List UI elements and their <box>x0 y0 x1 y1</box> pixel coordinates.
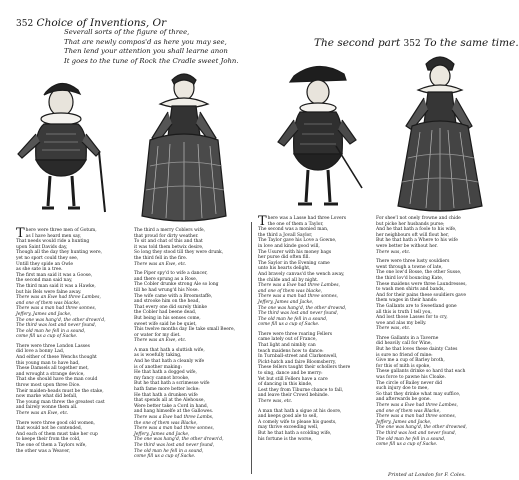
verse-line: The one low'd Bosse, the other Susse, <box>376 270 462 276</box>
verse-line: the one of them was Blacke, <box>134 420 198 426</box>
verse-line: The third man said it was a Hawke, <box>16 283 96 289</box>
verse-line: come fill us a cup of Sacke. <box>258 322 320 328</box>
verse-line: But he that hath a scolding wife, <box>258 430 332 436</box>
verse-line: and one of them was blacke, <box>16 300 81 306</box>
verse-line: to keepe their from the cold, <box>16 437 81 443</box>
verse-line: The one was hang'd, the other drowned, <box>376 425 467 431</box>
verse-line: And bravely canvas'd the wench away, <box>258 271 345 277</box>
verse-line: was force to pawne his Cloake. <box>376 375 446 381</box>
intro-line: Then lend your attention you shall learne anon <box>64 47 228 56</box>
verse-line: And lost those Lasses for to cry, <box>376 315 448 321</box>
left-title-text: Choice of Inventions, Or <box>36 17 167 29</box>
verse-column-3 <box>258 216 372 468</box>
verse-column-1 <box>16 228 128 474</box>
drop-cap: T <box>16 226 25 241</box>
verse-line: Give me a cup of Barley broth, <box>376 358 445 364</box>
verse-line: The third was lost and never found, <box>134 442 215 448</box>
verse-line: The third was lost and never found, <box>258 311 339 317</box>
verse-line: And each of them must take her cup <box>16 431 98 437</box>
verse-line: and keeps good ale to sell, <box>258 414 318 420</box>
verse-line: Their maiden-heads must be the stake, <box>16 388 104 394</box>
verse-line: This twelve months day Ile take small Beere, <box>134 327 235 333</box>
verse-line: Lest they from Tiburne chance to fall, <box>258 387 344 393</box>
verse-line: There was an Ewe, etc. <box>16 411 69 416</box>
verse-line: The old man he fell in a sound, <box>16 328 86 334</box>
verse-line: There was a man had three sonnes, <box>16 306 97 312</box>
verse-line: or water for my diet. <box>134 332 181 338</box>
verse-line: Though all the day they hunting were, <box>16 250 103 256</box>
verse-line: but his Bels were falne away. <box>16 289 82 295</box>
verse-line: The third was lost and never found, <box>16 323 97 329</box>
verse-line: the Cobler had beene dead, <box>134 310 197 316</box>
verse-line: He that hath a dogged wife, <box>134 370 197 376</box>
woodcut-man-with-hat-and-sword <box>266 58 370 218</box>
verse-line: So that they drinke what may suffice, <box>376 391 461 397</box>
intro-line: That are newly compos'd as here you may see, <box>64 37 227 46</box>
verse-line: There was an Ewe, etc. <box>134 338 187 344</box>
verse-line: And either of these Wenchs thought <box>16 355 97 361</box>
verse-line: There was a man had three sonnes, <box>134 426 215 432</box>
verse-line: come fill us a cup of Sacke. <box>16 334 78 340</box>
verse-line: hath fame more better locke: <box>134 387 200 393</box>
woodcut-woman-in-gown <box>386 50 494 216</box>
verse-line: Pickt-hatch and faire Bloomsberry, <box>258 359 337 365</box>
verse-line: But he that hath a Where to his wife <box>376 238 458 244</box>
verse-line: The Gallants are to Sweetland gone <box>376 303 457 309</box>
verse-line: to sing, dance and be merry: <box>258 371 323 377</box>
verse-line: There was a Ewe had three Lambes, <box>258 283 340 289</box>
verse-line: and leave their Crowd behinde. <box>258 393 329 399</box>
verse-column-4 <box>376 216 498 468</box>
verse-line: Jeffery, James and Jacke, <box>16 311 72 317</box>
verse-line: The young man threw the greatest cast <box>16 399 105 405</box>
verse-line: come fill us a cup of Sacke. <box>134 454 196 460</box>
verse-line: the second man said nay, <box>16 278 73 284</box>
center-divider <box>251 222 252 474</box>
verse-line: as she sate in a tree. <box>16 267 63 273</box>
verse-line: That every one did surely thinke <box>134 304 207 310</box>
verse-line: woe and alas my belly. <box>376 320 427 326</box>
verse-line: For shee'l not onely frowne and chide <box>376 216 461 221</box>
verse-line: The third a merry Coblers wife, <box>134 228 205 233</box>
verse-line: it was told them betwix desire, <box>134 244 204 250</box>
verse-line: The first man said it was a Goose, <box>16 272 93 278</box>
verse-line: The Cobler drunke strong Ale so long <box>134 282 219 288</box>
verse-line: and afterwards be gone. <box>376 397 431 403</box>
verse-line: went through a towne of late, <box>376 264 443 270</box>
verse-line: and strooke him on the head, <box>134 299 200 305</box>
verse-line: is sure no friend of mine: <box>376 352 433 358</box>
verse-line: But he that loves these dainty Cates <box>376 347 458 353</box>
verse-line: There were three good old women, <box>16 420 95 426</box>
verse-line: all this is truth I tell you, <box>376 309 432 315</box>
verse-line: Jeffery, James and Jacke, <box>134 431 190 437</box>
verse-line: But being in his senses come, <box>134 315 201 321</box>
verse-line: the childe and all by night. <box>258 277 319 283</box>
verse-line: The old man he fell in a sound, <box>134 448 204 454</box>
verse-line: There were three roaring Fellers <box>258 331 333 337</box>
woodcut-man-with-ruff-and-stick <box>6 72 116 220</box>
verse-line: come fill us a cup of Sacke. <box>376 442 438 448</box>
right-title <box>314 37 519 49</box>
verse-line: That light and nimbly can <box>258 343 316 349</box>
verse-line: That needs would ride a hunting <box>16 239 90 245</box>
verse-line-text: here was a Lasse had three Lovers <box>267 216 347 221</box>
verse-line: Jeffery, James and Jacke, <box>258 299 314 305</box>
verse-line: He that hath a drunken wife <box>134 392 198 398</box>
verse-line: There was a Ewe had three Lambs, <box>134 415 214 420</box>
verse-line: In Turnball-street and Clarkenwell, <box>258 354 338 360</box>
verse-line: upon Saint Davids day, <box>16 244 68 250</box>
intro-line: Severall sorts of the figure of three, <box>64 28 190 36</box>
verse-line: that would not be contended, <box>16 426 83 432</box>
right-title-prefix: The second part <box>314 37 401 49</box>
verse-line: my fancy cannot brooke, <box>134 375 190 381</box>
verse-line: There were three lusty souldiers <box>376 259 450 265</box>
verse-line: A man that hath a sluttish wife, <box>134 347 205 353</box>
verse-line: in love and kinde good will, <box>258 243 320 249</box>
woodcut-woman-in-farthingale <box>128 66 240 226</box>
verse-line: the other was a Weaver, <box>16 448 70 454</box>
verse-line: These Damsels all together met, <box>16 366 89 372</box>
verse-line: The one of them a Taylors wife, <box>16 442 87 448</box>
verse-line: and hang himselfe at the Gallowes. <box>134 409 214 415</box>
verse-line: did love a bonny Lad, <box>16 349 65 355</box>
printer-imprint: Printed at London for F. Coles. <box>388 472 466 478</box>
verse-line: There was, etc. <box>376 326 411 332</box>
verse-line: Jeffery, James and Jacke, <box>376 419 432 425</box>
drop-cap: T <box>258 214 267 229</box>
verse-line: the third fell in the fire. <box>134 255 188 261</box>
verse-line: A comely wife to please his guests, <box>258 419 337 425</box>
verse-line: such injury doe to mee, <box>376 386 429 392</box>
verse-line: the third lov'd bouncing Kate, <box>376 275 444 281</box>
verse-line: The one was hang'd, the other drown'd, <box>16 317 106 323</box>
verse-line: of dancing in this kinde, <box>258 382 313 388</box>
verse-line-text: here were three men of Gotum, <box>25 228 97 233</box>
verse-line: and wrought a strange device, <box>16 371 85 377</box>
verse-line: A man that hath a sigue at his doore, <box>258 408 342 414</box>
verse-line: There was, etc. <box>258 399 293 404</box>
verse-line: These fellers taught their schollers there <box>258 365 351 371</box>
right-title-suffix: To the same time. <box>424 37 519 49</box>
verse-line: her neighbours oft will flout her, <box>376 232 449 238</box>
verse-line: Untill they spide an Owle <box>16 261 74 267</box>
verse-line: There was an Ewe, etc. <box>134 261 187 267</box>
verse-line: There was an Ewe had three Lambes, <box>16 295 101 301</box>
verse-line: And he that hath a cleanly wife <box>134 359 205 365</box>
left-page-number: 352 <box>16 19 34 29</box>
verse-line: The old man he fell in a sound, <box>376 436 446 442</box>
verse-line: for this of mith is spoke, <box>376 363 431 369</box>
verse-line: teach maidens how to dance: <box>258 348 324 354</box>
verse-line: this young man to have had, <box>16 360 80 366</box>
verse-line: But he that hath a scrimesse wife <box>134 381 210 387</box>
verse-line: and one of them was blacke, <box>258 288 323 294</box>
verse-line: So long they stood till they were drunk, <box>134 250 224 256</box>
verse-line: them wages in their hands: <box>376 298 438 304</box>
verse-line: and one of them was Blacke, <box>376 408 441 414</box>
verse-line: that proud for dirty weather. <box>134 233 199 239</box>
verse-line: did heavily call for Wine, <box>376 341 432 347</box>
verse-line: And for their pains these souldiers gave <box>376 292 466 298</box>
verse-line: The second was a monied man, <box>258 227 329 233</box>
verse-line: yet no sport could they see, <box>16 255 79 261</box>
verse-line: These maidens were three Laundresses, <box>376 281 467 287</box>
verse-line: The wife came with a Broomstaffe, <box>134 293 213 299</box>
verse-line: as is woefully taking, <box>134 353 182 359</box>
verse-line: The Usurer with his money bags <box>258 249 332 255</box>
verse-line: but picke her husbands purse; <box>376 221 445 227</box>
verse-line: as I have heard men say, <box>25 233 82 239</box>
verse-line: There was a man had three sonnes, <box>376 414 457 420</box>
verse-line: Were better take a Cord in hand, <box>134 403 209 409</box>
verse-line: his fortune is the worse, <box>258 436 313 442</box>
verse-line: and there sprung as a Rose, <box>134 276 198 282</box>
verse-line: The third was lost and never found, <box>376 430 457 436</box>
verse-line: Three Gallants in a Taverne <box>376 335 439 341</box>
verse-line: unto his hearts delight, <box>258 266 311 272</box>
verse-line: sweet wife said he be quiet, <box>134 321 197 327</box>
verse-line: These gallants drinke so hard that each <box>376 369 466 375</box>
verse-line: her purse did often fill. <box>258 255 310 261</box>
verse-line: to wash men shirts and bands, <box>376 287 445 293</box>
verse-line: The old man he fell in a sound, <box>258 316 328 322</box>
verse-line: There was a man had three sonnes, <box>258 294 339 300</box>
verse-line: There was a Ewe had three Lambes, <box>376 403 458 408</box>
verse-line: that spends all at the Alehouse, <box>134 398 205 404</box>
right-page-number: 352 <box>403 39 421 49</box>
verse-line: came lately out of France, <box>258 337 317 343</box>
verse-line: The Taylor gave his Love a Gowne, <box>258 238 337 244</box>
verse-line: Yet but still Fellers have a care <box>258 376 328 382</box>
verse-line: The one was hang'd, the other drown'd, <box>134 437 224 443</box>
verse-column-2 <box>134 228 248 474</box>
verse-line: That she should have the man could <box>16 377 98 383</box>
verse-line: throw most upon three Dice. <box>16 383 81 389</box>
verse-line: till he had wrung'd his Nose. <box>134 287 199 293</box>
verse-line: the third a Jovall Saylor, <box>258 232 313 238</box>
verse-line: the one of them a Taylor, <box>267 221 324 227</box>
verse-line: The Saylor in the Evening came <box>258 260 330 266</box>
verse-line: were better be without her. <box>376 243 438 249</box>
verse-line: And he that hath a foole to his wife, <box>376 227 457 233</box>
verse-line: To sit and chat of this and that <box>134 239 203 245</box>
intro-line: It goes to the tune of Rock the Cradle sweet John. <box>64 57 239 66</box>
verse-line: There was, etc. <box>376 249 411 255</box>
verse-line: is of another making: <box>134 364 182 370</box>
verse-line: The circle of Bailey never did <box>376 380 443 386</box>
verse-line: and fairely wonne them all. <box>16 405 78 411</box>
verse-line: may thrive exceeding well, <box>258 425 319 431</box>
verse-line: now marke what did befall, <box>16 394 78 400</box>
verse-line: The one was hang'd, the other drownd, <box>258 305 347 311</box>
verse-line: The Piper spy'd to wife a dancer, <box>134 271 208 277</box>
verse-line: There were three London Lasses <box>16 343 90 349</box>
intro-verse <box>64 28 239 67</box>
